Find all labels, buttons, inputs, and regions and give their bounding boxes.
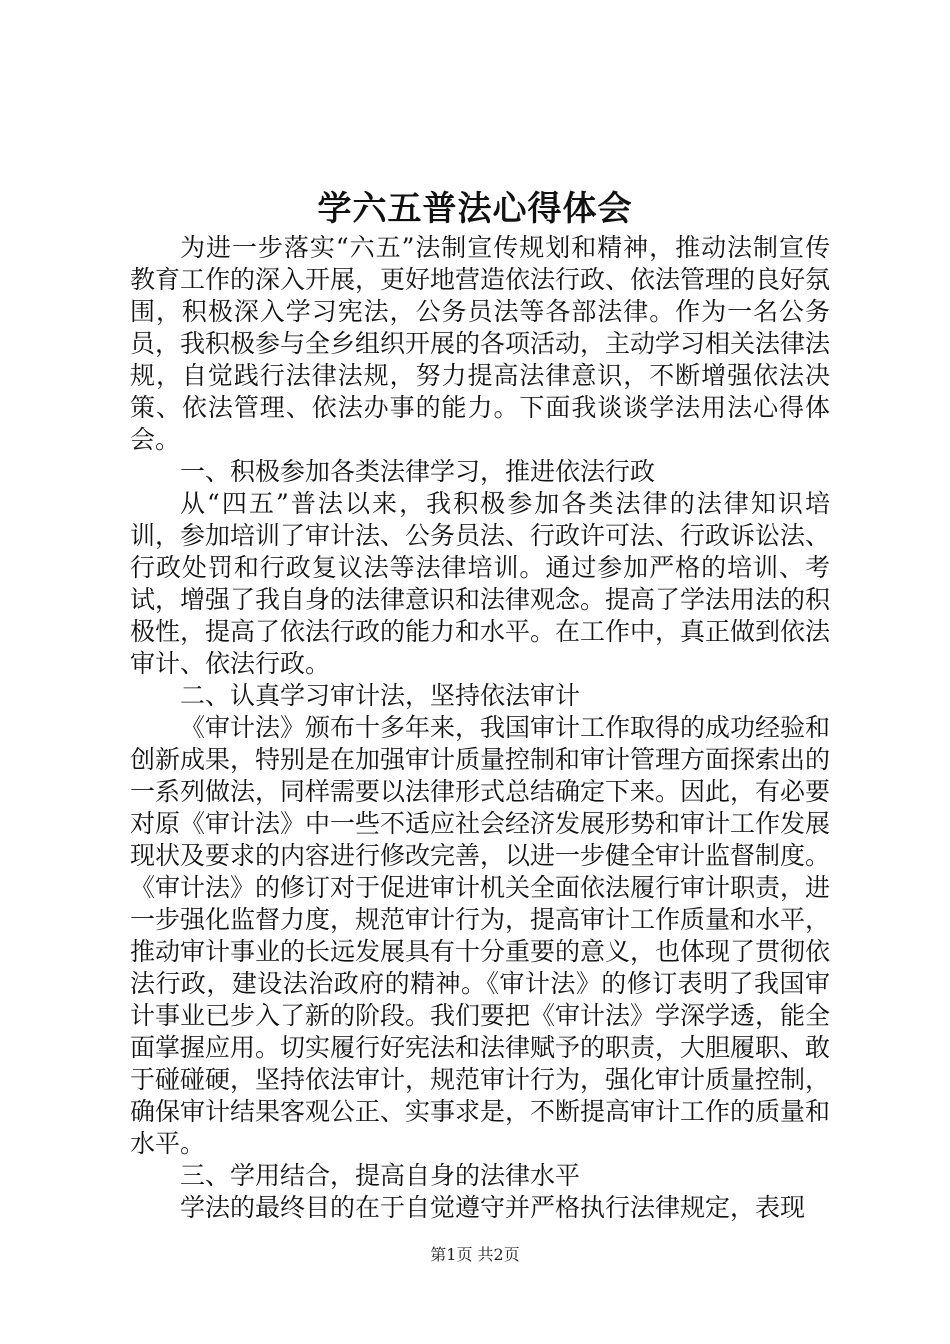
section-heading-3: 三、学用结合，提高自身的法律水平 [180, 1161, 581, 1190]
section-heading-2: 二、认真学习审计法，坚持依法审计 [180, 681, 581, 710]
paragraph-section-2: 《审计法》颁布十多年来，我国审计工作取得的成功经验和创新成果，特别是在加强审计质量控制和审计管理方面探索出的一系列做法，同样需要以法律形式总结确定下来。因此，有必要对原《审计法》中一些不适应社会经济发展形势和审计工作发展现状及要求的内容进行修改完善，以进一步健全审计监督制度。《审计法》的修订对于促进审计机关全面依法履行审计职责，进一步强化监督力度，规范审计行为，提高审计工作质量和水平，推动审计事业的长远发展具有十分重要的意义，也体现了贯彻依法行政，建设法治政府的精神。《审计法》的修订表明了我国审计事业已步入了新的阶段。我们要把《审计法》学深学透，能全面掌握应用。切实履行好宪法和法律赋予的职责，大胆履职、敢于碰碰硬，坚持依法审计，规范审计行为，强化审计质量控制，确保审计结果客观公正、实事求是，不断提高审计工作的质量和水平。 [130, 713, 831, 1158]
paragraph-section-1: 从“四五”普法以来，我积极参加各类法律的法律知识培训，参加培训了审计法、公务员法、行政许可法、行政诉讼法、行政处罚和行政复议法等法律培训。通过参加严格的培训、考试，增强了我自身的法律意识和法律观念。提高了学法用法的积极性，提高了依法行政的能力和水平。在工作中，真正做到依法审计、依法行政。 [130, 489, 831, 678]
document-body [130, 232, 830, 1224]
page-number-footer: 第1页 共2页 [430, 1245, 520, 1264]
paragraph-section-3: 学法的最终目的在于自觉遵守并严格执行法律规定，表现 [180, 1193, 806, 1222]
paragraph-intro: 为进一步落实“六五”法制宣传规划和精神，推动法制宣传教育工作的深入开展，更好地营造依法行政、依法管理的良好氛围，积极深入学习宪法，公务员法等各部法律。作为一名公务员，我积极参与全乡组织开展的各项活动，主动学习相关法律法规，自觉践行法律法规，努力提高法律意识，不断增强依法决策、依法管理、依法办事的能力。下面我谈谈学法用法心得体会。 [130, 233, 831, 454]
section-heading-1: 一、积极参加各类法律学习，推进依法行政 [180, 457, 656, 486]
document-title: 学六五普法心得体会 [317, 189, 633, 229]
